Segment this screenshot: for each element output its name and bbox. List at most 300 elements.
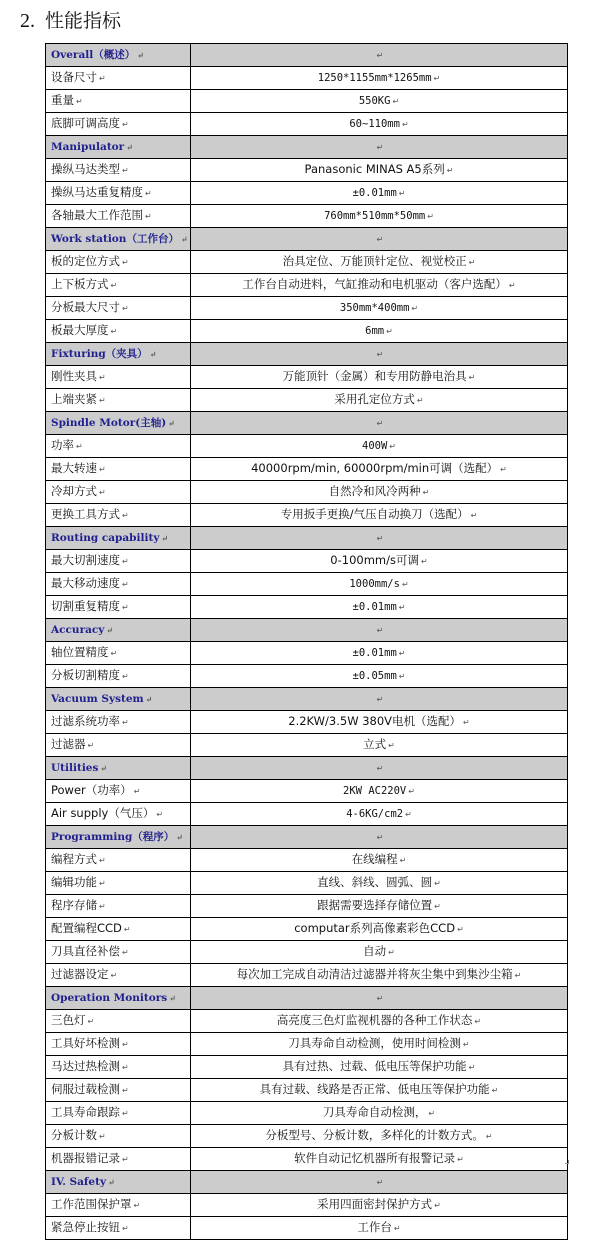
spec-value: 工作台自动进料，气缸推动和电机驱动（客户选配） (242, 277, 507, 291)
spec-label: 切割重复精度 (51, 599, 120, 613)
section-title: Vacuum System (51, 693, 144, 705)
section-title: Routing capability (51, 532, 160, 544)
paragraph-mark: ↵ (106, 625, 114, 635)
paragraph-mark: ↵ (398, 189, 406, 198)
spec-value-cell (191, 504, 568, 527)
spec-label-cell (46, 481, 191, 504)
section-title: Programming（程序） (51, 831, 175, 843)
spec-label: 机器报错记录 (51, 1151, 120, 1165)
spec-table (45, 43, 568, 1240)
table-row (46, 895, 568, 918)
spec-value: 1000mm/s (349, 578, 400, 590)
paragraph-mark: ↵ (470, 511, 478, 520)
table-row (46, 596, 568, 619)
paragraph-mark: ↵ (485, 1132, 493, 1141)
section-header-row (46, 619, 568, 642)
table-row (46, 573, 568, 596)
paragraph-mark: ↵ (110, 281, 118, 290)
paragraph-mark: ↵ (457, 925, 464, 934)
section-empty-cell (191, 136, 568, 159)
spec-value: 0-100mm/s可调 (330, 553, 419, 567)
table-row (46, 941, 568, 964)
paragraph-mark: ↵ (376, 51, 384, 60)
paragraph-mark: ↵ (468, 258, 476, 267)
paragraph-mark: ↵ (376, 833, 384, 842)
spec-value: 工作台 (357, 1220, 392, 1234)
table-row (46, 849, 568, 872)
paragraph-mark: ↵ (133, 787, 141, 796)
spec-label-cell (46, 458, 191, 481)
section-heading (20, 8, 121, 34)
table-row (46, 504, 568, 527)
spec-label-cell (46, 297, 191, 320)
spec-value: 立式 (363, 737, 387, 751)
spec-value-cell (191, 1125, 568, 1148)
spec-label: 伺服过载检测 (51, 1082, 120, 1096)
paragraph-mark: ↵ (462, 1040, 470, 1049)
spec-value-cell (191, 1148, 568, 1171)
paragraph-mark: ↵ (376, 994, 384, 1003)
paragraph-mark: ↵ (122, 1086, 129, 1095)
spec-label-cell (46, 550, 191, 573)
table-row (46, 872, 568, 895)
spec-label-cell (46, 711, 191, 734)
section-header-row (46, 987, 568, 1010)
paragraph-mark: ↵ (76, 442, 83, 451)
paragraph-mark: ↵ (122, 1155, 129, 1164)
spec-value-cell (191, 1079, 568, 1102)
spec-value: 软件自动记忆机器所有报警记录 (294, 1151, 456, 1165)
spec-label: 分板最大尺寸 (51, 300, 120, 314)
spec-value: 治具定位、万能顶针定位、视觉校正 (282, 254, 467, 268)
spec-value-cell (191, 297, 568, 320)
section-title: IV. Safety (51, 1176, 107, 1188)
spec-value-cell (191, 550, 568, 573)
paragraph-mark: ↵ (99, 879, 106, 888)
spec-label-cell (46, 90, 191, 113)
table-row (46, 734, 568, 757)
paragraph-mark: ↵ (500, 465, 507, 474)
spec-value: 自然冷和风冷两种 (328, 484, 421, 498)
spec-label-cell (46, 803, 191, 826)
paragraph-mark: ↵ (99, 373, 106, 382)
table-row (46, 389, 568, 412)
paragraph-mark: ↵ (491, 1086, 499, 1095)
paragraph-mark: ↵ (376, 1178, 384, 1187)
paragraph-mark: ↵ (87, 741, 95, 750)
paragraph-mark: ↵ (149, 349, 157, 359)
spec-value-cell (191, 366, 568, 389)
paragraph-mark: ↵ (463, 718, 470, 727)
table-row (46, 274, 568, 297)
spec-value: 6mm (365, 325, 385, 337)
spec-value: ±0.01mm (352, 187, 397, 199)
spec-label: 工具好坏检测 (51, 1036, 120, 1050)
spec-label: 上端夹紧 (51, 392, 97, 406)
spec-value: 2.2KW/3.5W 380V电机（选配） (288, 714, 462, 728)
section-header-row (46, 688, 568, 711)
paragraph-mark: ↵ (393, 1224, 401, 1233)
spec-value: 刀具寿命自动检测，使用时间检测 (288, 1036, 461, 1050)
table-row (46, 159, 568, 182)
paragraph-mark: ↵ (137, 50, 144, 60)
paragraph-mark: ↵ (110, 327, 118, 336)
paragraph-mark: ↵ (180, 234, 188, 244)
spec-label-cell (46, 1102, 191, 1125)
paragraph-mark: ↵ (508, 281, 516, 290)
spec-value: 1250*1155mm*1265mm (317, 72, 432, 84)
paragraph-mark: ↵ (122, 1040, 129, 1049)
spec-label: 配置编程CCD (51, 921, 122, 935)
spec-value-cell (191, 458, 568, 481)
paragraph-mark: ↵ (161, 533, 169, 543)
spec-value: ±0.01mm (352, 647, 397, 659)
spec-label: 各轴最大工作范围 (51, 208, 143, 222)
spec-label-cell (46, 734, 191, 757)
spec-value: 分板型号、分板计数，多样化的计数方式。 (265, 1128, 484, 1142)
paragraph-mark: ↵ (145, 212, 152, 221)
spec-value-cell (191, 67, 568, 90)
section-empty-cell (191, 757, 568, 780)
spec-value-cell (191, 1033, 568, 1056)
section-header-row (46, 757, 568, 780)
spec-value-cell (191, 734, 568, 757)
spec-value-cell (191, 596, 568, 619)
heading-title: 性能指标 (45, 10, 122, 32)
spec-label: 过滤系统功率 (51, 714, 120, 728)
paragraph-mark: ↵ (133, 1201, 141, 1210)
paragraph-mark: ↵ (401, 580, 409, 589)
paragraph-mark: ↵ (123, 925, 131, 934)
spec-label-cell (46, 67, 191, 90)
spec-label-cell (46, 642, 191, 665)
section-empty-cell (191, 619, 568, 642)
paragraph-mark: ↵ (388, 741, 395, 750)
spec-value-cell (191, 1102, 568, 1125)
table-row (46, 1010, 568, 1033)
spec-label-cell (46, 205, 191, 228)
spec-label: 最大转速 (51, 461, 97, 475)
spec-value: ±0.01mm (352, 601, 397, 613)
paragraph-mark: ↵ (87, 1017, 95, 1026)
section-header-row (46, 1171, 568, 1194)
page-corner-mark (565, 1160, 569, 1164)
spec-value-cell (191, 665, 568, 688)
section-title-cell (46, 228, 191, 251)
paragraph-mark: ↵ (376, 143, 384, 152)
spec-label: 操纵马达类型 (51, 162, 120, 176)
table-row (46, 182, 568, 205)
spec-value: 在线编程 (351, 852, 398, 866)
table-row (46, 964, 568, 987)
paragraph-mark: ↵ (408, 787, 415, 796)
spec-value-cell (191, 205, 568, 228)
section-empty-cell (191, 987, 568, 1010)
table-row (46, 1125, 568, 1148)
spec-label: 轴位置精度 (51, 645, 109, 659)
spec-label-cell (46, 435, 191, 458)
paragraph-mark: ↵ (376, 534, 384, 543)
table-row (46, 1148, 568, 1171)
spec-value-cell (191, 1194, 568, 1217)
paragraph-mark: ↵ (145, 189, 152, 198)
spec-label-cell (46, 1217, 191, 1240)
spec-value-cell (191, 159, 568, 182)
section-header-row (46, 412, 568, 435)
spec-value: 刀具寿命自动检测， (322, 1105, 427, 1119)
paragraph-mark: ↵ (169, 993, 176, 1003)
paragraph-mark: ↵ (514, 971, 522, 980)
paragraph-mark: ↵ (389, 442, 396, 451)
section-empty-cell (191, 1171, 568, 1194)
spec-label-cell (46, 1148, 191, 1171)
section-title: Fixturing（夹具） (51, 348, 148, 360)
spec-value: 高亮度三色灯监视机器的各种工作状态 (276, 1013, 473, 1027)
paragraph-mark: ↵ (122, 304, 129, 313)
paragraph-mark: ↵ (122, 718, 129, 727)
paragraph-mark: ↵ (376, 235, 384, 244)
paragraph-mark: ↵ (122, 120, 129, 129)
paragraph-mark: ↵ (122, 1224, 129, 1233)
spec-label-cell (46, 1079, 191, 1102)
spec-label-cell (46, 573, 191, 596)
spec-value-cell (191, 642, 568, 665)
section-title-cell (46, 44, 191, 67)
paragraph-mark: ↵ (99, 74, 106, 83)
spec-value: 550KG (358, 95, 391, 107)
spec-label: 最大切割速度 (51, 553, 120, 567)
spec-label: 编辑功能 (51, 875, 97, 889)
paragraph-mark: ↵ (99, 488, 106, 497)
spec-value: 直线、斜线、圆弧、圆 (317, 875, 433, 889)
section-title-cell (46, 688, 191, 711)
section-title: Overall（概述） (51, 49, 136, 61)
spec-label-cell (46, 113, 191, 136)
spec-value: 400W (362, 440, 388, 452)
section-title-cell (46, 987, 191, 1010)
paragraph-mark: ↵ (434, 902, 441, 911)
table-row (46, 1194, 568, 1217)
spec-label: 板最大厚度 (51, 323, 109, 337)
paragraph-mark: ↵ (434, 879, 441, 888)
paragraph-mark: ↵ (468, 373, 476, 382)
paragraph-mark: ↵ (122, 672, 129, 681)
table-row (46, 665, 568, 688)
table-row (46, 113, 568, 136)
spec-value-cell (191, 711, 568, 734)
spec-value: 具有过热、过载、低电压等保护功能 (282, 1059, 467, 1073)
spec-label: 底脚可调高度 (51, 116, 120, 130)
spec-label-cell (46, 1033, 191, 1056)
spec-label: 冷却方式 (51, 484, 97, 498)
spec-label-cell (46, 596, 191, 619)
spec-label-cell (46, 941, 191, 964)
spec-table-body (46, 44, 568, 1240)
spec-value: 4-6KG/cm2 (346, 808, 404, 820)
paragraph-mark: ↵ (110, 649, 118, 658)
spec-label: 刚性夹具 (51, 369, 97, 383)
spec-value-cell (191, 320, 568, 343)
spec-label-cell (46, 1194, 191, 1217)
spec-value-cell (191, 389, 568, 412)
spec-label: 分板切割精度 (51, 668, 120, 682)
spec-label-cell (46, 504, 191, 527)
spec-value-cell (191, 573, 568, 596)
spec-value: 350mm*400mm (339, 302, 410, 314)
table-row (46, 918, 568, 941)
section-title-cell (46, 1171, 191, 1194)
paragraph-mark: ↵ (411, 304, 419, 313)
table-row (46, 1079, 568, 1102)
spec-value-cell (191, 780, 568, 803)
section-empty-cell (191, 527, 568, 550)
paragraph-mark: ↵ (176, 832, 183, 842)
paragraph-mark: ↵ (99, 396, 106, 405)
spec-value-cell (191, 849, 568, 872)
section-title-cell (46, 343, 191, 366)
spec-label: 上下板方式 (51, 277, 109, 291)
paragraph-mark: ↵ (433, 74, 441, 83)
paragraph-mark: ↵ (398, 649, 406, 658)
spec-value: Panasonic MINAS A5系列 (304, 162, 445, 176)
spec-label: 重量 (51, 93, 74, 107)
paragraph-mark: ↵ (427, 212, 434, 221)
table-row (46, 803, 568, 826)
spec-value: ±0.05mm (352, 670, 397, 682)
spec-label: 三色灯 (51, 1013, 86, 1027)
table-row (46, 550, 568, 573)
section-title: Spindle Motor(主轴) (51, 417, 167, 429)
table-row (46, 366, 568, 389)
paragraph-mark: ↵ (99, 1132, 106, 1141)
table-row (46, 90, 568, 113)
spec-label-cell (46, 1125, 191, 1148)
section-empty-cell (191, 826, 568, 849)
spec-value-cell (191, 274, 568, 297)
spec-value-cell (191, 895, 568, 918)
spec-value: 跟据需要选择存储位置 (317, 898, 433, 912)
paragraph-mark: ↵ (145, 694, 153, 704)
paragraph-mark: ↵ (108, 1177, 115, 1187)
table-row (46, 320, 568, 343)
paragraph-mark: ↵ (376, 764, 384, 773)
spec-value: 采用四面密封保护方式 (317, 1197, 433, 1211)
spec-value: computar系列高像素彩色CCD (294, 921, 456, 935)
paragraph-mark: ↵ (428, 1109, 436, 1118)
spec-value: 采用孔定位方式 (334, 392, 415, 406)
spec-label: Air supply（气压） (51, 806, 155, 820)
paragraph-mark: ↵ (399, 856, 407, 865)
paragraph-mark: ↵ (156, 810, 164, 819)
paragraph-mark: ↵ (416, 396, 424, 405)
table-row (46, 481, 568, 504)
spec-label: 板的定位方式 (51, 254, 120, 268)
spec-value-cell (191, 1056, 568, 1079)
table-row (46, 1056, 568, 1079)
paragraph-mark: ↵ (122, 258, 129, 267)
section-title-cell (46, 136, 191, 159)
spec-value: 40000rpm/min, 60000rpm/min可调（选配） (251, 461, 499, 475)
spec-label-cell (46, 849, 191, 872)
section-title-cell (46, 527, 191, 550)
table-row (46, 205, 568, 228)
spec-value-cell (191, 1217, 568, 1240)
paragraph-mark: ↵ (386, 327, 393, 336)
spec-label: 分板计数 (51, 1128, 97, 1142)
section-header-row (46, 826, 568, 849)
paragraph-mark: ↵ (99, 902, 106, 911)
spec-value-cell (191, 872, 568, 895)
spec-label: Power（功率） (51, 783, 132, 797)
section-empty-cell (191, 44, 568, 67)
paragraph-mark: ↵ (122, 948, 129, 957)
spec-label-cell (46, 159, 191, 182)
table-row (46, 297, 568, 320)
section-title: Utilities (51, 762, 99, 774)
spec-label-cell (46, 251, 191, 274)
spec-label: 刀具直径补偿 (51, 944, 120, 958)
paragraph-mark: ↵ (126, 142, 133, 152)
section-title: Work station（工作台） (51, 233, 179, 245)
spec-label: 设备尺寸 (51, 70, 97, 84)
spec-value: 万能顶针（金属）和专用防静电治具 (282, 369, 467, 383)
spec-value-cell (191, 964, 568, 987)
paragraph-mark: ↵ (434, 1201, 441, 1210)
paragraph-mark: ↵ (122, 603, 129, 612)
paragraph-mark: ↵ (468, 1063, 476, 1072)
spec-label-cell (46, 366, 191, 389)
spec-label-cell (46, 665, 191, 688)
table-row (46, 711, 568, 734)
spec-label-cell (46, 872, 191, 895)
paragraph-mark: ↵ (100, 763, 108, 773)
paragraph-mark: ↵ (76, 97, 83, 106)
paragraph-mark: ↵ (122, 1063, 129, 1072)
spec-label: 操纵马达重复精度 (51, 185, 143, 199)
spec-value-cell (191, 113, 568, 136)
spec-label: 程序存储 (51, 898, 97, 912)
spec-label-cell (46, 918, 191, 941)
paragraph-mark: ↵ (376, 419, 384, 428)
spec-label: 马达过热检测 (51, 1059, 120, 1073)
table-row (46, 1217, 568, 1240)
spec-label: 编程方式 (51, 852, 97, 866)
paragraph-mark: ↵ (420, 557, 428, 566)
paragraph-mark: ↵ (376, 350, 384, 359)
table-row (46, 1033, 568, 1056)
paragraph-mark: ↵ (376, 695, 384, 704)
table-row (46, 1102, 568, 1125)
spec-label: 过滤器 (51, 737, 86, 751)
paragraph-mark: ↵ (457, 1155, 464, 1164)
table-row (46, 458, 568, 481)
section-title-cell (46, 757, 191, 780)
section-title: Manipulator (51, 141, 125, 153)
table-row (46, 251, 568, 274)
section-empty-cell (191, 228, 568, 251)
spec-value: 每次加工完成自动清洁过滤器并将灰尘集中到集沙尘箱 (236, 967, 513, 981)
spec-label-cell (46, 389, 191, 412)
paragraph-mark: ↵ (405, 810, 412, 819)
spec-value-cell (191, 435, 568, 458)
paragraph-mark: ↵ (398, 672, 406, 681)
paragraph-mark: ↵ (110, 971, 118, 980)
section-header-row (46, 343, 568, 366)
paragraph-mark: ↵ (474, 1017, 482, 1026)
table-row (46, 642, 568, 665)
paragraph-mark: ↵ (122, 1109, 129, 1118)
spec-label-cell (46, 320, 191, 343)
